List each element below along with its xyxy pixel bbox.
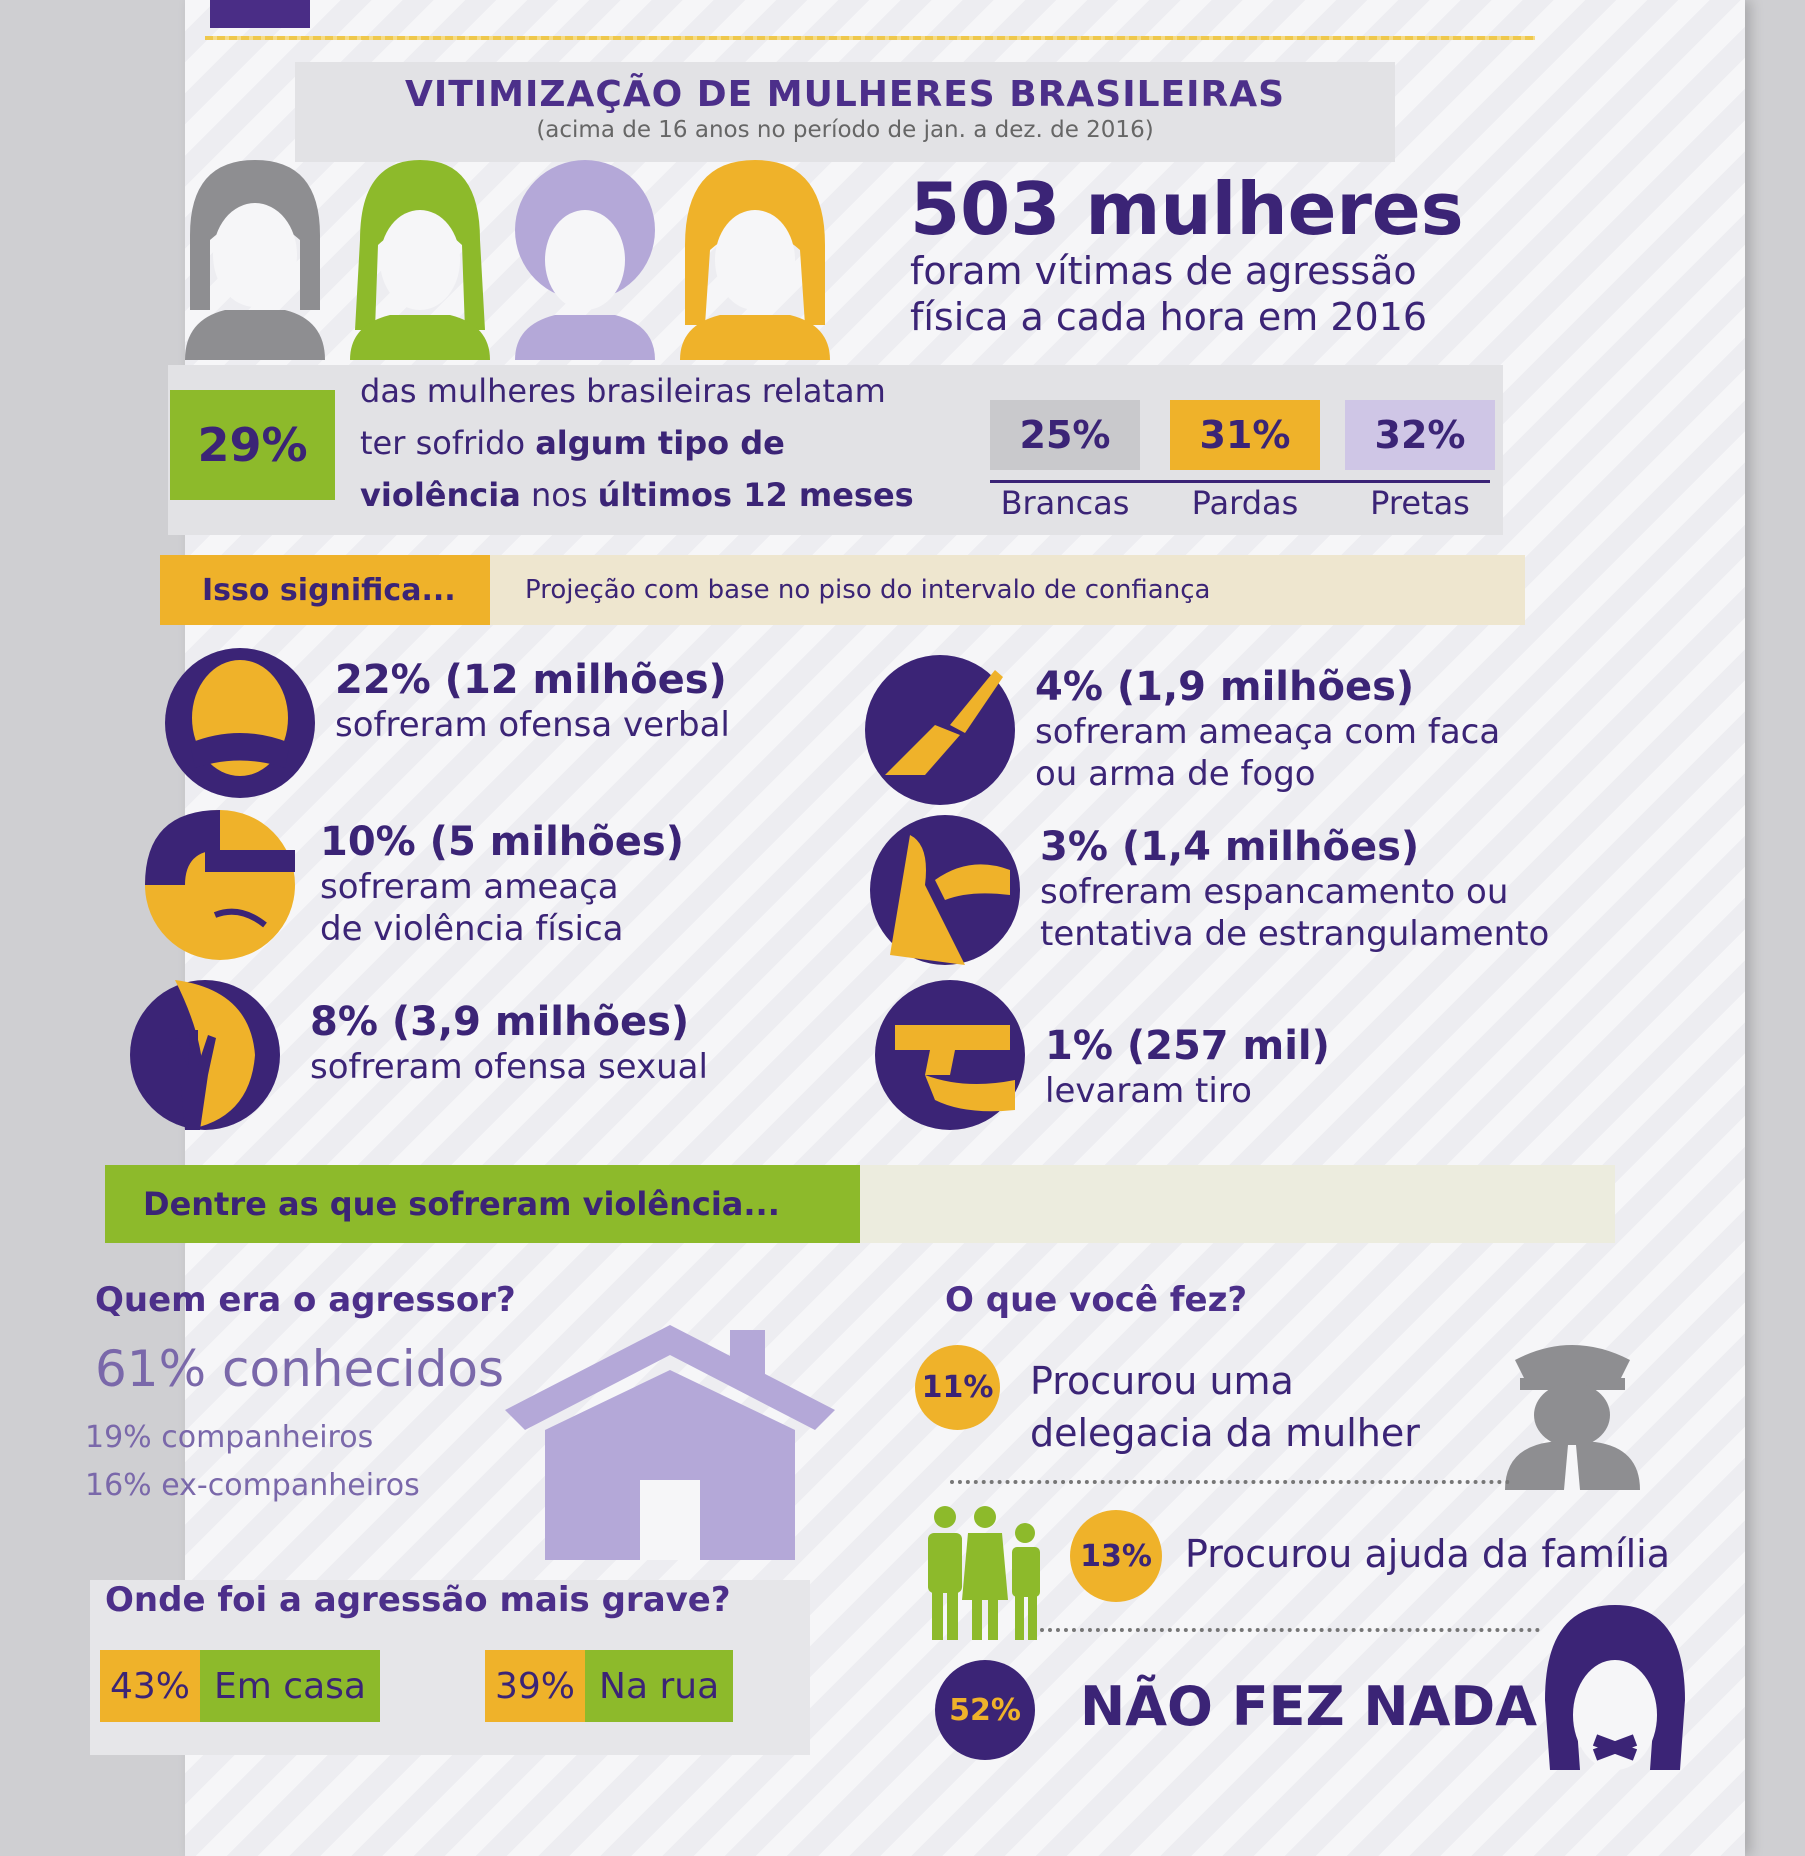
item-line1: sofreram ameaça: [320, 867, 619, 907]
gun-hand-icon: [875, 980, 1025, 1130]
item-line2: de violência física: [320, 909, 624, 949]
race-brancas: [990, 400, 1140, 522]
page-subtitle: (acima de 16 anos no período de jan. a dez. de 2016): [536, 117, 1154, 143]
ex-pct: 16%: [85, 1468, 152, 1503]
headline-number: 503 mulheres: [910, 167, 1464, 251]
item-text: [1045, 1022, 1605, 1112]
threat-hand-icon: [145, 810, 295, 960]
partners-pct: 19%: [85, 1420, 152, 1455]
race-pardas: [1170, 400, 1320, 522]
race-label: Pardas: [1191, 484, 1299, 522]
street-label: Na rua: [585, 1650, 733, 1722]
police-line1: Procurou uma: [1030, 1359, 1294, 1403]
home-label: Em casa: [200, 1650, 380, 1722]
item-line1: sofreram ofensa verbal: [335, 705, 730, 745]
item-line1: levaram tiro: [1045, 1071, 1252, 1111]
known-pct: 61%: [95, 1340, 207, 1398]
race-pct: 31%: [1170, 400, 1320, 470]
item-line1: sofreram espancamento ou: [1040, 872, 1509, 912]
race-pct: 25%: [990, 400, 1140, 470]
police-pct: 11%: [915, 1345, 1000, 1430]
woman-green-icon: [350, 160, 490, 360]
violence-line3-b: nos: [520, 476, 598, 514]
dotted-divider: [1040, 1628, 1540, 1632]
item-line2: ou arma de fogo: [1035, 754, 1316, 794]
nothing-pct: 52%: [935, 1660, 1035, 1760]
dotted-divider: [950, 1480, 1510, 1484]
item-text: [1040, 823, 1600, 955]
headline-stat: [910, 167, 1510, 340]
woman-lavender-icon: [515, 160, 655, 360]
race-pct: 32%: [1345, 400, 1495, 470]
violence-share-percent: 29%: [170, 390, 335, 500]
violence-share-text: [360, 365, 960, 521]
aggressor-question: Quem era o agressor?: [95, 1280, 516, 1320]
item-headline: 22% (12 milhões): [335, 657, 727, 703]
known-label: conhecidos: [206, 1340, 505, 1398]
nothing-label: NÃO FEZ NADA: [1080, 1675, 1538, 1738]
silenced-mouth-icon: [165, 648, 315, 798]
violence-line3-c: últimos 12 meses: [597, 476, 914, 514]
street-pct: 39%: [485, 1650, 585, 1722]
location-question: Onde foi a agressão mais grave?: [105, 1580, 731, 1620]
item-headline: 3% (1,4 milhões): [1040, 824, 1420, 870]
item-headline: 10% (5 milhões): [320, 819, 684, 865]
headline-line2: física a cada hora em 2016: [910, 295, 1428, 339]
race-label: Pretas: [1370, 484, 1470, 522]
headline-line1: foram vítimas de agressão: [910, 249, 1417, 293]
isso-note: Projeção com base no piso do intervalo de confiança: [525, 575, 1211, 605]
violence-line3: [360, 469, 960, 521]
title-box: [295, 62, 1395, 162]
violence-line2-a: ter sofrido: [360, 424, 536, 462]
race-label: Brancas: [1000, 484, 1130, 522]
actions-question: O que você fez?: [945, 1280, 1248, 1320]
page-title: VITIMIZAÇÃO DE MULHERES BRASILEIRAS: [404, 74, 1286, 115]
item-line1: sofreram ameaça com faca: [1035, 712, 1501, 752]
location-home: [100, 1650, 380, 1722]
woman-gray-icon: [185, 160, 325, 360]
police-text: [1030, 1355, 1420, 1459]
violence-line2: [360, 417, 960, 469]
women-silhouettes: [185, 160, 865, 360]
item-line1: sofreram ofensa sexual: [310, 1047, 708, 1087]
item-headline: 1% (257 mil): [1045, 1023, 1330, 1069]
header-bar: [210, 0, 310, 28]
race-divider: [990, 480, 1490, 483]
house-icon: [505, 1320, 835, 1560]
woman-gold-icon: [680, 160, 830, 360]
item-headline: 8% (3,9 milhões): [310, 999, 690, 1045]
family-icon: [920, 1505, 1045, 1645]
item-text: [310, 998, 870, 1088]
silenced-woman-icon: [1540, 1605, 1690, 1780]
item-text: [320, 818, 880, 950]
dentre-label: Dentre as que sofreram violência...: [105, 1165, 860, 1243]
police-line2: delegacia da mulher: [1030, 1411, 1420, 1455]
item-text: [335, 656, 895, 746]
family-label: Procurou ajuda da família: [1185, 1532, 1671, 1576]
location-street: [485, 1650, 733, 1722]
choke-hand-icon: [870, 815, 1020, 965]
police-officer-icon: [1500, 1330, 1645, 1490]
grab-hand-icon: [130, 980, 280, 1130]
race-pretas: [1345, 400, 1495, 522]
item-headline: 4% (1,9 milhões): [1035, 664, 1415, 710]
gold-divider: [205, 36, 1535, 40]
ex-label: ex-companheiros: [151, 1468, 420, 1503]
violence-line1: das mulheres brasileiras relatam: [360, 372, 886, 410]
isso-label: Isso significa...: [160, 555, 490, 625]
knife-hand-icon: [865, 655, 1015, 805]
violence-line2-b: algum tipo de: [535, 424, 785, 462]
aggressor-partners: [85, 1420, 373, 1455]
aggressor-ex: [85, 1468, 420, 1503]
family-pct: 13%: [1070, 1510, 1162, 1602]
item-line2: tentativa de estrangulamento: [1040, 914, 1550, 954]
violence-line3-a: violência: [360, 476, 521, 514]
aggressor-known: [95, 1340, 504, 1398]
home-pct: 43%: [100, 1650, 200, 1722]
partners-label: companheiros: [151, 1420, 374, 1455]
item-text: [1035, 663, 1555, 795]
